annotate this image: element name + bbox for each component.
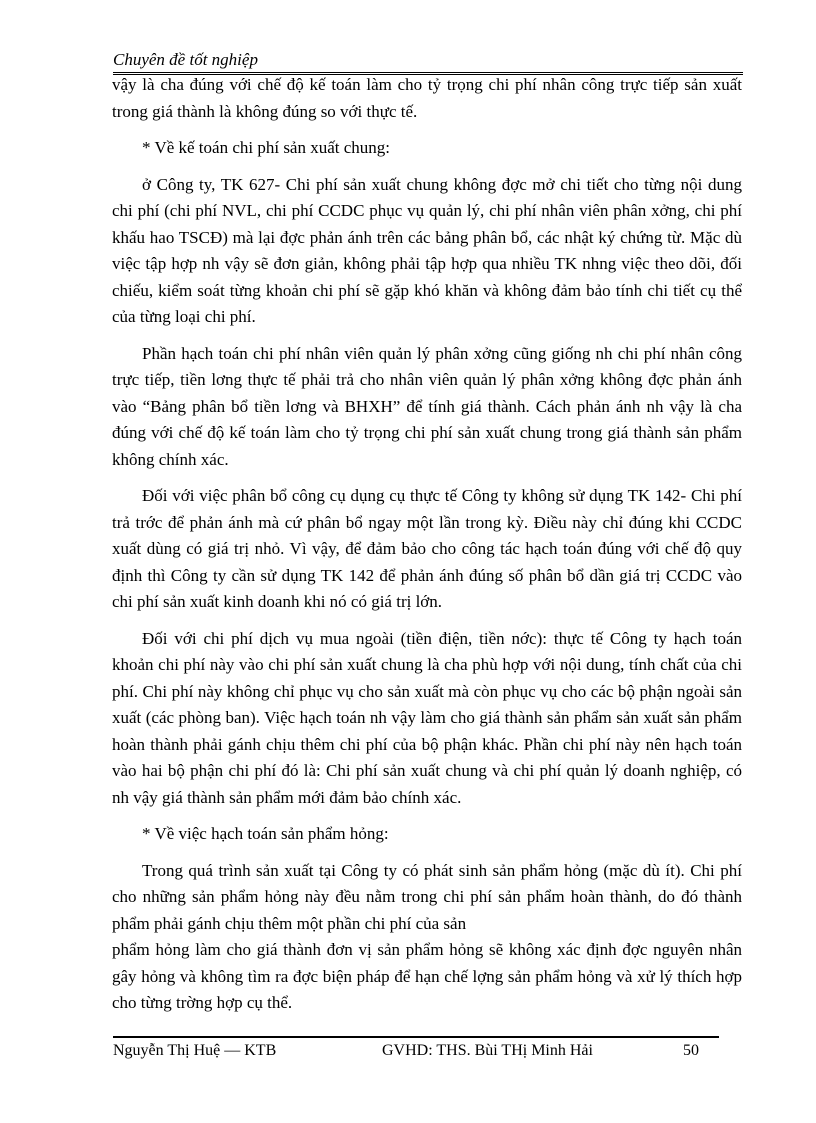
- section-heading-defective-products: * Về việc hạch toán sản phẩm hỏng:: [142, 824, 389, 843]
- paragraph-continuation: phẩm hỏng làm cho giá thành đơn vị sản phẩm hỏng sẽ không xác định đợc nguyên nhân gây hỏng và không tìm ra đợc biện pháp để hạn chế lợng sản phẩm hỏng và xử lý thích hợp cho từng trờng hợp cụ thể.: [112, 940, 742, 1012]
- section-heading-overhead-cost: * Về kế toán chi phí sản xuất chung:: [142, 138, 391, 157]
- paragraph: Trong quá trình sản xuất tại Công ty có phát sinh sản phẩm hỏng (mặc dù ít). Chi phí cho những sản phẩm hỏng này đều nằm trong chi phí sản phẩm hoàn thành, do đó thành phẩm phải gánh chịu thêm một phần chi phí của sản: [112, 860, 742, 933]
- paragraph: Phần hạch toán chi phí nhân viên quản lý phân xởng cũng giống nh chi phí nhân công trực tiếp, tiền lơng thực tế phải trả cho nhân viên quản lý phân xởng không đợc phản ánh vào “Bảng phân bổ tiền lơng và BHXH” để tính giá thành. Cách phản ánh nh vậy là cha đúng với chế độ kế toán làm cho tỷ trọng chi phí sản xuất chung trong giá thành sản phẩm không chính xác.: [112, 343, 742, 469]
- page-number: 50: [683, 1042, 699, 1059]
- page-header-title: Chuyên đề tốt nghiệp: [113, 50, 258, 69]
- footer-supervisor: GVHD: THS. Bùi THị Minh Hải: [382, 1042, 593, 1059]
- document-body: [112, 72, 742, 1027]
- paragraph: Đối với việc phân bổ công cụ dụng cụ thực tế Công ty không sử dụng TK 142- Chi phí trả trớc để phản ánh mà cứ phân bổ ngay một lần trong kỳ. Điều này chỉ đúng khi CCDC xuất dùng có giá trị nhỏ. Vì vậy, để đảm bảo cho công tác hạch toán đúng với chế độ quy định thì Công ty cần sử dụng TK 142 để phản ánh đúng số phân bổ dần giá trị CCDC vào chi phí sản xuất kinh doanh khi nó có giá trị lớn.: [112, 486, 742, 611]
- paragraph-continuation: vậy là cha đúng với chế độ kế toán làm cho tỷ trọng chi phí nhân công trực tiếp sản xuất trong giá thành là không đúng so với thực tế.: [112, 75, 742, 121]
- paragraph: Đối với chi phí dịch vụ mua ngoài (tiền điện, tiền nớc): thực tế Công ty hạch toán khoản chi phí này vào chi phí sản xuất chung là cha phù hợp với nội dung, tính chất của chi phí. Chi phí này không chỉ phục vụ cho sản xuất mà còn phục vụ cho các bộ phận ngoài sản xuất (các phòng ban). Việc hạch toán nh vậy làm cho giá thành sản phẩm sản xuất sản phẩm hoàn thành phải gánh chịu thêm chi phí của bộ phận khác. Phần chi phí này nên hạch toán vào hai bộ phận chi phí đó là: Chi phí sản xuất chung và chi phí quản lý doanh nghiệp, có nh vậy giá thành sản phẩm mới đảm bảo chính xác.: [112, 628, 742, 807]
- footer-author: Nguyễn Thị Huệ — KTB: [113, 1042, 277, 1059]
- paragraph: ở Công ty, TK 627- Chi phí sản xuất chung không đợc mở chi tiết cho từng nội dung chi phí (chi phí NVL, chi phí CCDC phục vụ quản lý, chi phí nhân viên phân xởng, chi phí khấu hao TSCĐ) mà lại đợc phản ánh trên các bảng phân bổ, các nhật ký chứng từ. Mặc dù việc tập hợp nh vậy sẽ đơn giản, không phải tập hợp qua nhiều TK nhng việc theo dõi, đối chiếu, kiểm soát từng khoản chi phí sẽ gặp khó khăn và không đảm bảo tính chi tiết cụ thể của từng loại chi phí.: [112, 174, 742, 326]
- footer-divider: [113, 1036, 719, 1038]
